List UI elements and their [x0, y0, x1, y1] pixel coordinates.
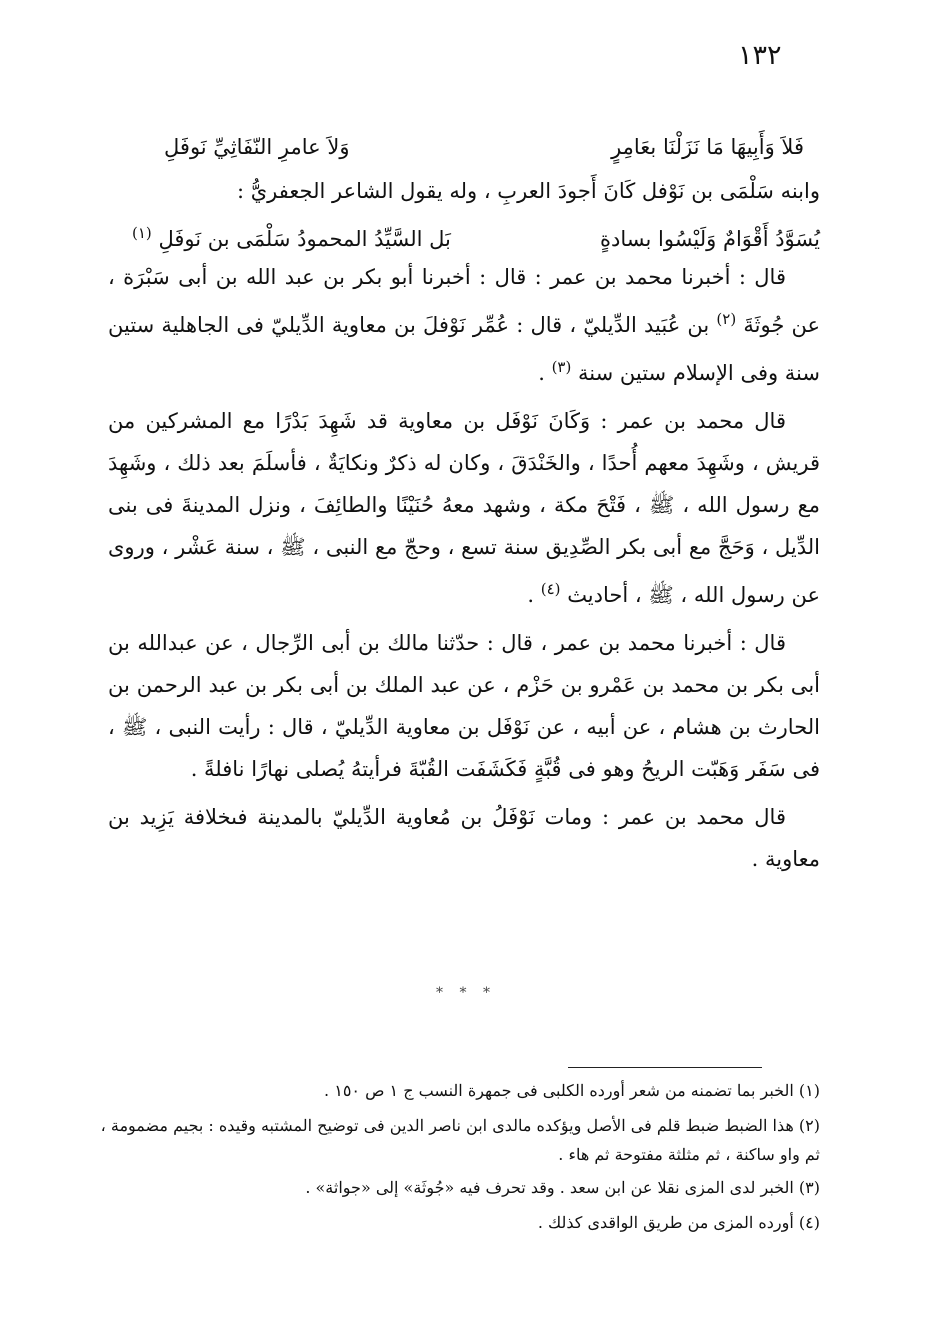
verse-line-1: [164, 126, 804, 170]
main-text: [108, 126, 820, 880]
section-separator: * * *: [436, 985, 496, 1001]
paragraph-3: قال : أخبرنا محمد بن عمر ، قال : حدّثنا مالك بن أبى الرِّجال ، عن عبدالله بن أبى بكر بن محمد بن عَمْرو بن حَزْم ، عن عبد الملك بن أبى بكر بن عبد الرحمن بن الحارث بن هشام ، عن أبيه ، عن نَوْفَل بن معاوية الدِّيليّ ، قال : رأيت النبى ، ﷺ ، فى سَفَر وَهَبّت الريحُ وهو فى قُبَّةٍ فَكَشَفَت القُبّةَ فرأيتهُ يُصلى نهارًا نافلةً .: [108, 631, 820, 781]
footnote-3: (٣) الخبر لدى المزى نقلا عن ابن سعد . وقد تحرف فيه «جُوثَة» إلى «جواثة» .: [305, 1178, 820, 1197]
paragraph-2-end: .: [527, 583, 535, 607]
paragraph-1-part-1: قال : أخبرنا محمد بن عمر : قال : أخبرنا أبو بكر بن عبد الله بن أبى سَبْرَة ، عن جُوثَةَ: [108, 265, 820, 337]
page-number: ١٣٢: [738, 40, 782, 71]
verse-1-second-hemistich: وَلاَ عامرِ النّفَاثِيِّ نَوفَلِ: [164, 135, 350, 159]
footnote-ref-3: (٣): [551, 358, 572, 376]
verse-line-2: [132, 212, 820, 256]
verse-1-first-hemistich: فَلاَ وَأَبِيهَا مَا نَزَلْنَا بعَامِرٍ: [611, 135, 804, 159]
paragraph-1: [108, 256, 820, 394]
paragraph-1-part-2: بن عُبَيد الدِّيليّ ، قال : عُمِّر نَوْفلَ بن معاوية الدِّيليّ فى الجاهلية ستين سنة وفى الإسلام ستين سنة: [108, 313, 820, 385]
verse-2-second-hemistich-group: [132, 212, 451, 260]
footnote-4: (٤) أورده المزى من طريق الواقدى كذلك .: [537, 1213, 820, 1232]
footnote-1: (١) الخبر بما تضمنه من شعر أورده الكلبى فى جمهرة النسب ج ١ ص ١٥٠ .: [324, 1081, 820, 1100]
footnote-2: (٢) هذا الضبط ضبط قلم فى الأصل ويؤكده مالدى ابن ناصر الدين فى توضيح المشتبه وقيده : بجيم مضمومة ، ثم واو ساكنة ، ثم مثلثة مفتوحة ثم هاء .: [100, 1116, 820, 1164]
verse-2-second-hemistich: بَل السَّيِّدُ المحمودُ سَلْمَى بن نَوفَلِ: [158, 227, 451, 251]
footnote-ref-2: (٢): [716, 310, 737, 328]
intro-line: وابنه سَلْمَى بن نَوْفل كَانَ أَجودَ العربِ ، وله يقول الشاعر الجعفريُّ :: [236, 179, 820, 203]
footnote-ref-1: (١): [132, 224, 152, 242]
paragraph-2: [108, 400, 820, 616]
footnotes: [90, 1076, 820, 1243]
footnote-ref-4: (٤): [540, 580, 561, 598]
footnote-divider: [568, 1067, 762, 1068]
paragraph-4: قال محمد بن عمر : ومات نَوْفَلُ بن مُعاوية الدِّيليّ بالمدينة فىخلافة يَزِيد بن معاوية .: [108, 805, 820, 871]
verse-2-first-hemistich: يُسَوَّدُ أَقْوَامٌ وَلَيْسُوا بسادةٍ: [600, 227, 820, 251]
paragraph-1-end: .: [538, 361, 545, 385]
paragraph-2-text: قال محمد بن عمر : وَكَانَ نَوْفَل بن معاوية قد شَهِدَ بَدْرًا مع المشركين من قريش ، وشَهِدَ معهم أُحدًا ، والخَنْدَقَ ، وكان له ذكرٌ ونكايَةٌ ، فأسلَمَ بعد ذلك ، وشَهِدَ مع رسول الله ، ﷺ ، فَتْحَ مكة ، وشهد معهُ حُنَيْنًا والطائِفَ ، ونزل المدينةَ فى بنى الدِّيل ، وَحَجَّ مع أبى بكر الصِّدِيق سنة تسع ، وحجّ مع النبى ، ﷺ ، سنة عَشْر ، وروى عن رسول الله ، ﷺ ، أحاديث: [108, 409, 820, 607]
